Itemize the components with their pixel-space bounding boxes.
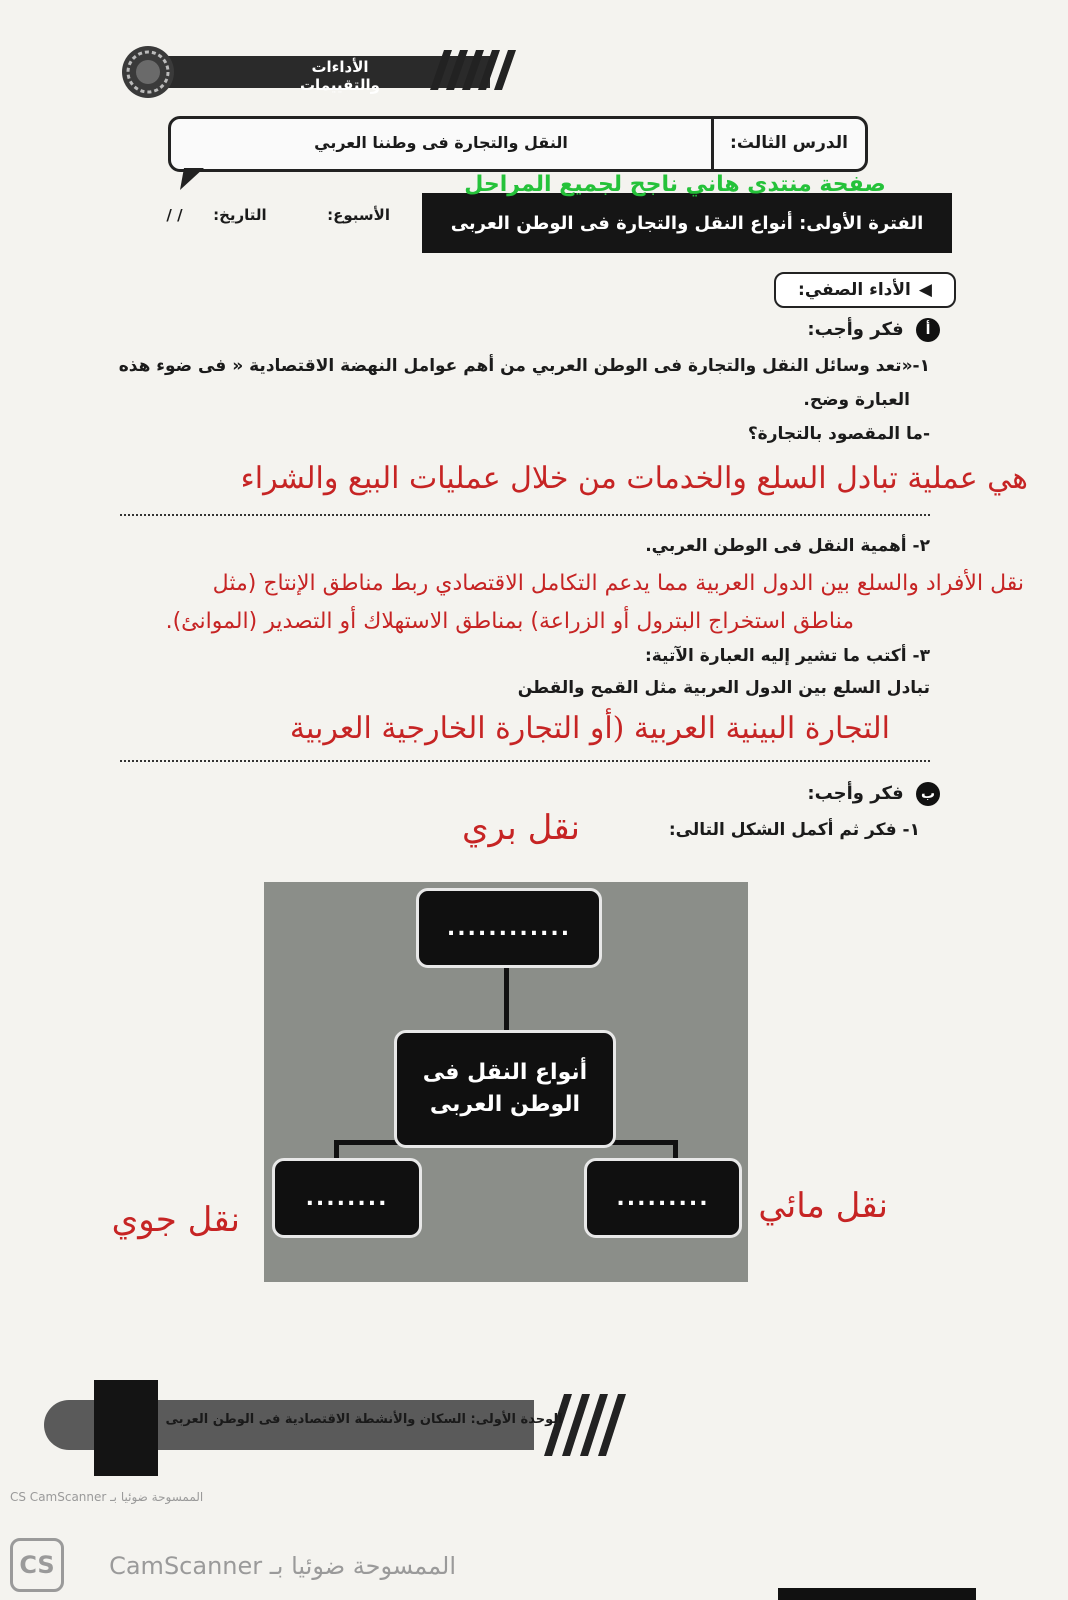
diagram-top-box: ............: [416, 888, 602, 968]
promo-text: صفحة منتدى هاني ناجح لجميع المراحل: [464, 172, 886, 197]
lesson-header: [168, 116, 868, 172]
section-b-q1: ١- فكر ثم أكمل الشكل التالى:: [668, 820, 920, 840]
q3-statement: تبادل السلع بين الدول العربية مثل القمح والقطن: [517, 678, 930, 698]
transport-types-diagram: [264, 882, 748, 1282]
section-b-badge: ب: [916, 782, 940, 806]
q1-sub: -ما المقصود بالتجارة؟: [747, 424, 930, 444]
lesson-label: الدرس الثالث:: [730, 133, 848, 153]
q1-answer-line: [120, 514, 930, 516]
answer-water-transport: نقل مائي: [758, 1186, 888, 1226]
play-icon: ◀: [918, 280, 932, 300]
week-label: الأسبوع:: [327, 206, 390, 224]
lesson-title: النقل والتجارة فى وطننا العربي: [314, 133, 568, 152]
camscanner-small: CS CamScanner الممسوحة ضوئيا بـ: [10, 1490, 204, 1504]
banner-title: الأداءات والتقييمات: [299, 58, 381, 94]
q1-line1: ١-«تعد وسائل النقل والتجارة فى الوطن العربي من أهم عوامل النهضة الاقتصادية « فى ضوء هذه: [118, 356, 930, 376]
diagram-center-box: أنواع النقل فى الوطن العربى: [394, 1030, 616, 1148]
q2-answer-line1: نقل الأفراد والسلع بين الدول العربية مما يدعم التكامل الاقتصادي ربط مناطق الإنتاج (مثل: [212, 571, 1024, 596]
diagram-left-box: ........: [272, 1158, 422, 1238]
top-banner: [120, 44, 520, 94]
q2-answer-line2: مناطق استخراج البترول أو الزراعة) بمناطق الاستهلاك أو التصدير (الموانئ).: [165, 609, 854, 634]
answer-land-transport: نقل بري: [461, 808, 580, 848]
q1-line2: العبارة وضح.: [803, 390, 910, 410]
q3-answer-line: [120, 760, 930, 762]
lesson-divider: [711, 119, 714, 169]
performance-tag-label: الأداء الصفي:: [798, 280, 911, 300]
date-value: / /: [166, 206, 183, 224]
answer-air-transport: نقل جوي: [111, 1200, 240, 1240]
q3: ٣- أكتب ما تشير إليه العبارة الآتية:: [644, 646, 930, 666]
camscanner-logo: CS: [10, 1538, 64, 1592]
q3-answer: التجارة البينية العربية (أو التجارة الخارجية العربية: [289, 711, 890, 746]
q1-answer: هي عملية تبادل السلع والخدمات من خلال عمليات البيع والشراء: [240, 461, 1028, 496]
q2: ٢- أهمية النقل فى الوطن العربي.: [645, 536, 930, 556]
speech-tail-icon: [180, 168, 208, 190]
corner-bar: [778, 1588, 976, 1600]
section-a-heading-text: فكر وأجب:: [807, 319, 904, 340]
diagram-right-box: .........: [584, 1158, 742, 1238]
unit-footer: [44, 1380, 634, 1476]
date-label: التاريخ:: [213, 206, 267, 224]
week-date: [100, 206, 390, 224]
gear-icon: [120, 44, 176, 100]
camscanner-text: الممسوحة ضوئيا بـ CamScanner: [109, 1552, 456, 1580]
footer-block: [94, 1380, 158, 1476]
section-a-heading: [600, 318, 940, 342]
section-a-badge: أ: [916, 318, 940, 342]
section-b-heading-text: فكر وأجب:: [807, 783, 904, 804]
period-bar: الفترة الأولى: أنواع النقل والتجارة فى الوطن العربى: [422, 193, 952, 253]
unit-footer-text: الوحدة الأولى: السكان والأنشطة الاقتصادية فى الوطن العربى: [165, 1412, 563, 1427]
section-b-heading: [600, 782, 940, 806]
classroom-performance-tag: [774, 272, 956, 308]
banner-stripes-icon: [430, 50, 520, 90]
